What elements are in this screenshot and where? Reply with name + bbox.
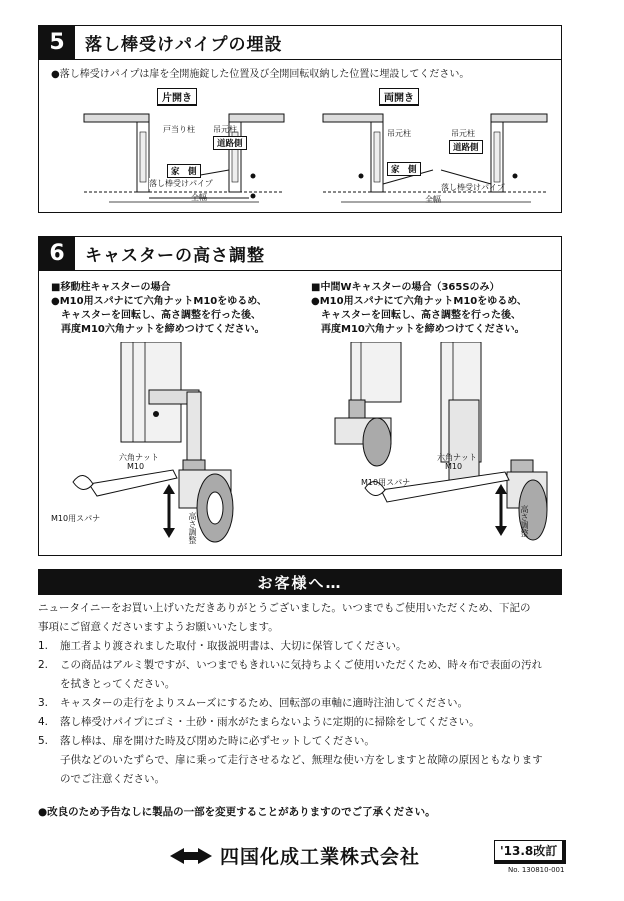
section-5-header — [39, 26, 561, 60]
left-line-2: キャスターを回転し、高さ調整を行った後、 — [51, 310, 261, 321]
double-label-road-side: 道路側 — [449, 140, 483, 154]
single-label-house-side: 家 側 — [167, 164, 201, 178]
list-item — [38, 637, 564, 656]
double-swing-tag: 両開き — [379, 88, 419, 106]
right-label-hex-nut: 六角ナット — [437, 453, 477, 462]
section-6-number: 6 — [39, 237, 75, 270]
list-item — [38, 732, 564, 751]
company-name: 四国化成工業株式会社 — [220, 846, 421, 868]
item-1-number: 1. — [38, 640, 49, 652]
section-6 — [38, 236, 562, 556]
section-5-note: ●落し棒受けパイプは扉を全開施錠した位置及び全開回転収納した位置に埋設してください。 — [51, 69, 470, 80]
item-2-continued: を拭きとってください。 — [60, 678, 176, 690]
item-5-continued-2: のでご注意ください。 — [60, 773, 165, 785]
document-number: No. 130810-001 — [508, 866, 565, 874]
single-swing-tag: 片開き — [157, 88, 197, 106]
section-6-header — [39, 237, 561, 271]
company-mark-icon — [170, 846, 212, 866]
item-2-text: この商品はアルミ製ですが、いつまでもきれいに気持ちよくご使用いただくため、時々布で表面の汚れ — [60, 659, 543, 671]
item-4-number: 4. — [38, 716, 49, 728]
item-5-text: 落し棒は、扉を開けた時及び閉めた時に必ずセットしてください。 — [60, 735, 375, 747]
revision-badge: '13.8改訂 — [494, 840, 566, 864]
list-item — [38, 656, 564, 675]
list-item — [38, 694, 564, 713]
right-line-2: キャスターを回転し、高さ調整を行った後、 — [311, 310, 521, 321]
intro-line-2: 事項にご留意くださいますようお願いいたします。 — [38, 621, 279, 633]
left-label-spanner: M10用スパナ — [51, 514, 101, 523]
intro-line-1: ニュータイニーをお買い上げいただきありがとうございました。いつまでもご使用いただくため、下記の — [38, 602, 531, 614]
list-item — [38, 713, 564, 732]
single-swing-figure — [79, 84, 289, 206]
company-logo — [170, 842, 420, 869]
item-5-continued-1: 子供などのいたずらで、扉に乗って走行させるなど、無理な使い方をしますと故障の原因ともなります — [60, 754, 543, 766]
double-label-pipe: 落し棒受けパイプ — [441, 183, 505, 192]
left-line-3: 再度M10六角ナットを締めつけてください。 — [51, 324, 265, 335]
left-line-1: ●M10用スパナにて六角ナットM10をゆるめ、 — [51, 296, 267, 307]
right-line-3: 再度M10六角ナットを締めつけてください。 — [311, 324, 525, 335]
double-swing-figure — [321, 84, 551, 206]
left-instructions — [51, 281, 267, 337]
double-swing-drawing — [321, 84, 551, 206]
item-2-number: 2. — [38, 659, 49, 671]
right-heading: ■中間Wキャスターの場合（365Sのみ） — [311, 282, 500, 293]
section-5 — [38, 25, 562, 213]
item-5-number: 5. — [38, 735, 49, 747]
right-line-1: ●M10用スパナにて六角ナットM10をゆるめ、 — [311, 296, 527, 307]
single-label-road-side: 道路側 — [213, 136, 247, 150]
single-label-pipe: 落し棒受けパイプ — [149, 179, 213, 188]
right-label-m10: M10 — [445, 462, 463, 471]
item-3-number: 3. — [38, 697, 49, 709]
double-label-house-side: 家 側 — [387, 162, 421, 176]
right-instructions — [311, 281, 527, 337]
section-6-title: キャスターの高さ調整 — [85, 246, 265, 266]
double-label-hinge-post-left: 吊元柱 — [387, 129, 411, 138]
double-label-hinge-post-right: 吊元柱 — [451, 129, 475, 138]
customer-text — [38, 599, 564, 789]
left-label-hex-nut: 六角ナット — [119, 453, 159, 462]
left-label-height-adjust: 高さ調整 — [188, 512, 197, 544]
single-label-stop-post: 戸当り柱 — [163, 125, 195, 134]
item-3-text: キャスターの走行をよりスムーズにするため、回転部の車軸に適時注油してください。 — [60, 697, 469, 709]
section-5-title: 落し棒受けパイプの埋設 — [85, 35, 283, 55]
item-4-text: 落し棒受けパイプにゴミ・土砂・雨水がたまらないように定期的に掃除をしてください。 — [60, 716, 480, 728]
right-label-spanner: M10用スパナ — [361, 478, 411, 487]
customer-heading: お客様へ… — [38, 569, 562, 595]
right-label-height-adjust: 高さ調整 — [520, 505, 529, 537]
left-heading: ■移動柱キャスターの場合 — [51, 282, 171, 293]
item-1-text: 施工者より渡されました取付・取扱説明書は、大切に保管してください。 — [60, 640, 407, 652]
section-5-number: 5 — [39, 26, 75, 59]
single-label-hinge-post: 吊元柱 — [213, 125, 237, 134]
left-label-m10: M10 — [127, 462, 145, 471]
double-label-width: 全幅 — [425, 195, 441, 204]
single-label-width: 全幅 — [191, 193, 207, 202]
change-notice: ●改良のため予告なしに製品の一部を変更することがありますのでご了承ください。 — [38, 806, 436, 818]
